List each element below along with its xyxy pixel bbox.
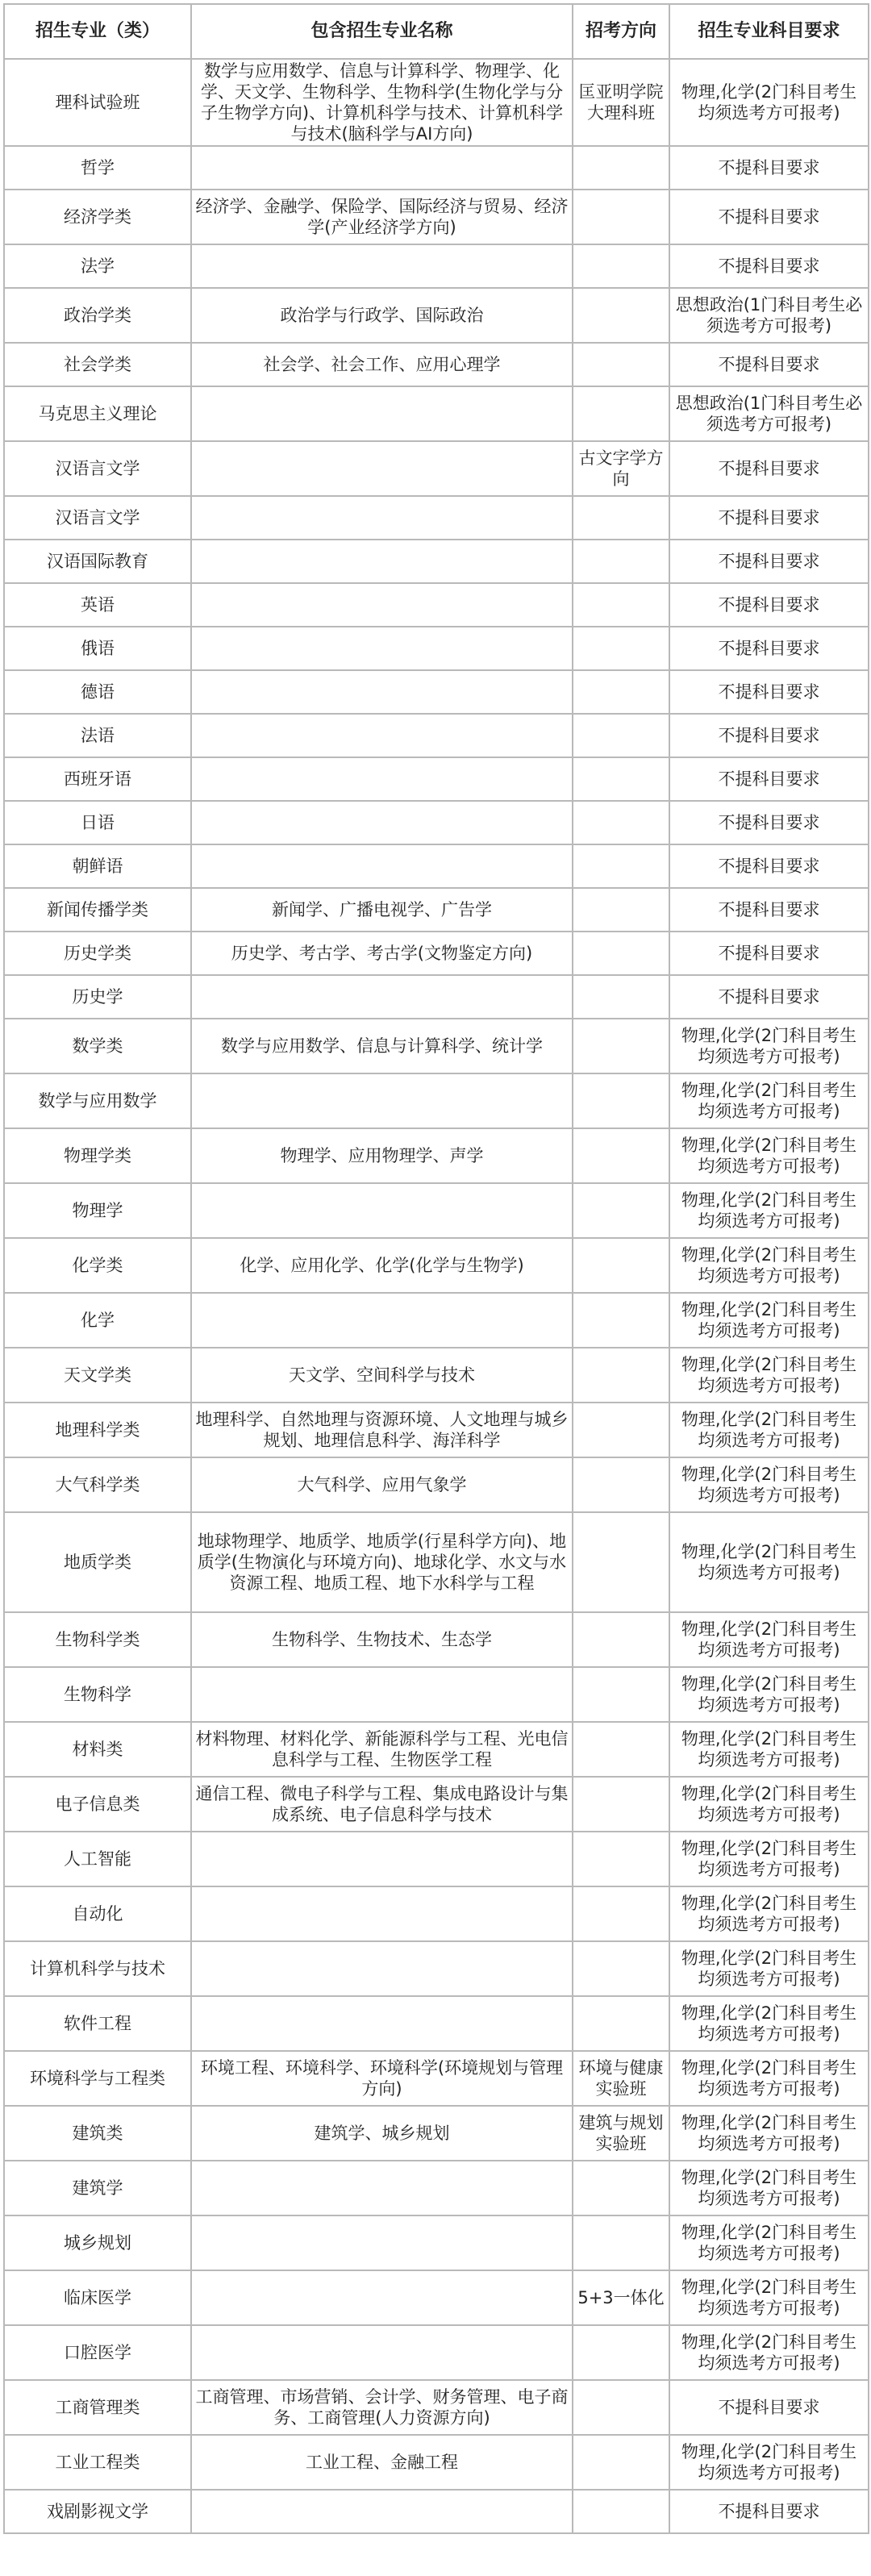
subject-requirement-cell: 物理,化学(2门科目考生均须选考方可报考) [669,1457,869,1512]
table-row [4,801,869,844]
direction-cell [573,1886,669,1941]
included-majors-cell [191,2161,573,2215]
major-cell: 临床医学 [4,2270,191,2325]
subject-requirement-cell: 不提科目要求 [669,714,869,757]
direction-cell [573,288,669,343]
included-majors-cell: 地球物理学、地质学、地质学(行星科学方向)、地质学(生物演化与环境方向)、地球化学、水文与水资源工程、地质工程、地下水科学与工程 [191,1512,573,1612]
subject-requirement-cell: 物理,化学(2门科目考生均须选考方可报考) [669,1183,869,1238]
major-cell: 计算机科学与技术 [4,1941,191,1996]
subject-requirement-cell: 不提科目要求 [669,540,869,583]
table-row [4,670,869,714]
direction-cell [573,2325,669,2380]
major-cell: 软件工程 [4,1996,191,2051]
table-row [4,2051,869,2106]
major-cell: 理科试验班 [4,59,191,146]
subject-requirement-cell: 不提科目要求 [669,2380,869,2435]
table-row [4,975,869,1019]
subject-requirement-cell: 物理,化学(2门科目考生均须选考方可报考) [669,1128,869,1183]
direction-cell [573,2161,669,2215]
table-row [4,1238,869,1293]
major-cell: 数学与应用数学 [4,1073,191,1128]
direction-cell [573,714,669,757]
included-majors-cell [191,2325,573,2380]
included-majors-cell: 工业工程、金融工程 [191,2435,573,2490]
table-row [4,2325,869,2380]
included-majors-cell: 通信工程、微电子科学与工程、集成电路设计与集成系统、电子信息科学与技术 [191,1777,573,1832]
table-row [4,1403,869,1457]
table-row [4,1019,869,1073]
table-row [4,190,869,244]
direction-cell [573,2490,669,2533]
included-majors-cell: 经济学、金融学、保险学、国际经济与贸易、经济学(产业经济学方向) [191,190,573,244]
direction-cell [573,343,669,386]
subject-requirement-cell: 物理,化学(2门科目考生均须选考方可报考) [669,1996,869,2051]
major-cell: 历史学类 [4,932,191,975]
subject-requirement-cell: 物理,化学(2门科目考生均须选考方可报考) [669,2435,869,2490]
subject-requirement-cell: 物理,化学(2门科目考生均须选考方可报考) [669,2215,869,2270]
included-majors-cell [191,441,573,496]
major-cell: 英语 [4,583,191,627]
direction-cell [573,888,669,932]
major-cell: 天文学类 [4,1348,191,1403]
included-majors-cell: 政治学与行政学、国际政治 [191,288,573,343]
table-row [4,146,869,190]
included-majors-cell [191,801,573,844]
included-majors-cell: 工商管理、市场营销、会计学、财务管理、电子商务、工商管理(人力资源方向) [191,2380,573,2435]
direction-cell [573,583,669,627]
included-majors-cell: 环境工程、环境科学、环境科学(环境规划与管理方向) [191,2051,573,2106]
included-majors-cell [191,1832,573,1886]
included-majors-cell [191,1073,573,1128]
major-cell: 历史学 [4,975,191,1019]
subject-requirement-cell: 不提科目要求 [669,975,869,1019]
major-cell: 环境科学与工程类 [4,2051,191,2106]
direction-cell [573,1722,669,1777]
direction-cell [573,1073,669,1128]
included-majors-cell [191,1293,573,1348]
table-row [4,2215,869,2270]
table-row [4,1777,869,1832]
major-cell: 物理学类 [4,1128,191,1183]
subject-requirement-cell: 物理,化学(2门科目考生均须选考方可报考) [669,1348,869,1403]
subject-requirement-cell: 物理,化学(2门科目考生均须选考方可报考) [669,1667,869,1722]
included-majors-cell [191,244,573,288]
included-majors-cell: 地理科学、自然地理与资源环境、人文地理与城乡规划、地理信息科学、海洋科学 [191,1403,573,1457]
subject-requirement-cell: 物理,化学(2门科目考生均须选考方可报考) [669,1073,869,1128]
subject-requirement-cell: 物理,化学(2门科目考生均须选考方可报考) [669,1832,869,1886]
table-row [4,844,869,888]
direction-cell [573,1777,669,1832]
major-cell: 生物科学 [4,1667,191,1722]
included-majors-cell [191,386,573,441]
included-majors-cell [191,1996,573,2051]
direction-cell [573,757,669,801]
subject-requirement-cell: 物理,化学(2门科目考生均须选考方可报考) [669,2106,869,2161]
direction-cell: 古文字学方向 [573,441,669,496]
table-row [4,888,869,932]
subject-requirement-cell: 不提科目要求 [669,670,869,714]
direction-cell [573,1832,669,1886]
direction-cell [573,1348,669,1403]
included-majors-cell [191,1886,573,1941]
major-cell: 社会学类 [4,343,191,386]
table-row [4,540,869,583]
direction-cell [573,844,669,888]
direction-cell [573,2380,669,2435]
direction-cell [573,540,669,583]
table-row [4,2270,869,2325]
table-row [4,1722,869,1777]
included-majors-cell: 大气科学、应用气象学 [191,1457,573,1512]
subject-requirement-cell: 不提科目要求 [669,190,869,244]
subject-requirement-cell: 不提科目要求 [669,496,869,540]
table-row [4,1941,869,1996]
admission-majors-table [3,3,869,2534]
table-row [4,1512,869,1612]
header-subject-requirement: 招生专业科目要求 [669,4,869,59]
table-row [4,1667,869,1722]
subject-requirement-cell: 物理,化学(2门科目考生均须选考方可报考) [669,1612,869,1667]
direction-cell [573,1512,669,1612]
direction-cell [573,146,669,190]
major-cell: 新闻传播学类 [4,888,191,932]
included-majors-cell: 建筑学、城乡规划 [191,2106,573,2161]
included-majors-cell [191,540,573,583]
major-cell: 化学 [4,1293,191,1348]
major-cell: 数学类 [4,1019,191,1073]
header-major: 招生专业（类） [4,4,191,59]
subject-requirement-cell: 物理,化学(2门科目考生均须选考方可报考) [669,1777,869,1832]
major-cell: 地质学类 [4,1512,191,1612]
table-row [4,386,869,441]
included-majors-cell: 社会学、社会工作、应用心理学 [191,343,573,386]
subject-requirement-cell: 物理,化学(2门科目考生均须选考方可报考) [669,1512,869,1612]
subject-requirement-cell: 不提科目要求 [669,801,869,844]
direction-cell [573,2435,669,2490]
direction-cell [573,932,669,975]
direction-cell [573,1293,669,1348]
direction-cell [573,244,669,288]
header-direction: 招考方向 [573,4,669,59]
included-majors-cell [191,714,573,757]
direction-cell [573,670,669,714]
major-cell: 经济学类 [4,190,191,244]
table-header [4,4,869,59]
included-majors-cell [191,1183,573,1238]
subject-requirement-cell: 物理,化学(2门科目考生均须选考方可报考) [669,59,869,146]
table-row [4,2380,869,2435]
subject-requirement-cell: 物理,化学(2门科目考生均须选考方可报考) [669,1238,869,1293]
major-cell: 戏剧影视文学 [4,2490,191,2533]
included-majors-cell: 历史学、考古学、考古学(文物鉴定方向) [191,932,573,975]
included-majors-cell [191,1667,573,1722]
major-cell: 建筑类 [4,2106,191,2161]
subject-requirement-cell: 不提科目要求 [669,2490,869,2533]
subject-requirement-cell: 物理,化学(2门科目考生均须选考方可报考) [669,1293,869,1348]
direction-cell [573,1183,669,1238]
included-majors-cell [191,146,573,190]
major-cell: 法语 [4,714,191,757]
direction-cell [573,1667,669,1722]
subject-requirement-cell: 物理,化学(2门科目考生均须选考方可报考) [669,1403,869,1457]
major-cell: 日语 [4,801,191,844]
direction-cell [573,1128,669,1183]
header-row [4,4,869,59]
table-row [4,1457,869,1512]
included-majors-cell: 生物科学、生物技术、生态学 [191,1612,573,1667]
table-row [4,343,869,386]
subject-requirement-cell: 不提科目要求 [669,583,869,627]
major-cell: 材料类 [4,1722,191,1777]
subject-requirement-cell: 不提科目要求 [669,146,869,190]
direction-cell [573,1612,669,1667]
header-included-majors: 包含招生专业名称 [191,4,573,59]
table-row [4,1832,869,1886]
subject-requirement-cell: 不提科目要求 [669,932,869,975]
subject-requirement-cell: 物理,化学(2门科目考生均须选考方可报考) [669,1019,869,1073]
table-row [4,583,869,627]
included-majors-cell [191,2490,573,2533]
table-row [4,2106,869,2161]
table-row [4,2490,869,2533]
included-majors-cell [191,1941,573,1996]
subject-requirement-cell: 不提科目要求 [669,244,869,288]
table-row [4,441,869,496]
table-row [4,1886,869,1941]
included-majors-cell: 天文学、空间科学与技术 [191,1348,573,1403]
included-majors-cell [191,583,573,627]
table-row [4,932,869,975]
major-cell: 马克思主义理论 [4,386,191,441]
included-majors-cell [191,975,573,1019]
major-cell: 工商管理类 [4,2380,191,2435]
included-majors-cell: 数学与应用数学、信息与计算科学、物理学、化学、天文学、生物科学、生物科学(生物化学与分子生物学方向)、计算机科学与技术、计算机科学与技术(脑科学与AI方向) [191,59,573,146]
direction-cell [573,190,669,244]
major-cell: 电子信息类 [4,1777,191,1832]
subject-requirement-cell: 物理,化学(2门科目考生均须选考方可报考) [669,1941,869,1996]
table-row [4,627,869,670]
table-row [4,1996,869,2051]
major-cell: 德语 [4,670,191,714]
table-body [4,59,869,2533]
direction-cell [573,801,669,844]
direction-cell [573,1457,669,1512]
direction-cell [573,386,669,441]
major-cell: 生物科学类 [4,1612,191,1667]
table-row [4,1612,869,1667]
major-cell: 化学类 [4,1238,191,1293]
direction-cell [573,975,669,1019]
direction-cell [573,2215,669,2270]
table-row [4,1128,869,1183]
major-cell: 地理科学类 [4,1403,191,1457]
table-row [4,714,869,757]
table-row [4,2161,869,2215]
major-cell: 汉语国际教育 [4,540,191,583]
included-majors-cell: 数学与应用数学、信息与计算科学、统计学 [191,1019,573,1073]
subject-requirement-cell: 物理,化学(2门科目考生均须选考方可报考) [669,1722,869,1777]
major-cell: 大气科学类 [4,1457,191,1512]
direction-cell [573,1403,669,1457]
subject-requirement-cell: 物理,化学(2门科目考生均须选考方可报考) [669,2051,869,2106]
major-cell: 汉语言文学 [4,441,191,496]
included-majors-cell [191,2215,573,2270]
major-cell: 哲学 [4,146,191,190]
table-row [4,757,869,801]
included-majors-cell: 材料物理、材料化学、新能源科学与工程、光电信息科学与工程、生物医学工程 [191,1722,573,1777]
included-majors-cell [191,627,573,670]
included-majors-cell [191,844,573,888]
included-majors-cell: 物理学、应用物理学、声学 [191,1128,573,1183]
direction-cell [573,1019,669,1073]
direction-cell: 环境与健康实验班 [573,2051,669,2106]
included-majors-cell: 化学、应用化学、化学(化学与生物学) [191,1238,573,1293]
subject-requirement-cell: 思想政治(1门科目考生必须选考方可报考) [669,288,869,343]
direction-cell [573,1996,669,2051]
direction-cell [573,627,669,670]
table-row [4,1293,869,1348]
major-cell: 西班牙语 [4,757,191,801]
major-cell: 建筑学 [4,2161,191,2215]
subject-requirement-cell: 不提科目要求 [669,888,869,932]
direction-cell: 匡亚明学院大理科班 [573,59,669,146]
subject-requirement-cell: 物理,化学(2门科目考生均须选考方可报考) [669,2270,869,2325]
major-cell: 工业工程类 [4,2435,191,2490]
subject-requirement-cell: 不提科目要求 [669,441,869,496]
included-majors-cell [191,496,573,540]
subject-requirement-cell: 不提科目要求 [669,343,869,386]
table-row [4,496,869,540]
subject-requirement-cell: 物理,化学(2门科目考生均须选考方可报考) [669,2325,869,2380]
direction-cell [573,1238,669,1293]
direction-cell [573,1941,669,1996]
major-cell: 城乡规划 [4,2215,191,2270]
table-row [4,1073,869,1128]
table-row [4,1348,869,1403]
major-cell: 汉语言文学 [4,496,191,540]
subject-requirement-cell: 不提科目要求 [669,844,869,888]
included-majors-cell [191,2270,573,2325]
major-cell: 人工智能 [4,1832,191,1886]
subject-requirement-cell: 不提科目要求 [669,627,869,670]
major-cell: 朝鲜语 [4,844,191,888]
included-majors-cell [191,670,573,714]
subject-requirement-cell: 思想政治(1门科目考生必须选考方可报考) [669,386,869,441]
direction-cell: 5+3一体化 [573,2270,669,2325]
major-cell: 物理学 [4,1183,191,1238]
table-row [4,59,869,146]
table-row [4,244,869,288]
subject-requirement-cell: 物理,化学(2门科目考生均须选考方可报考) [669,1886,869,1941]
included-majors-cell: 新闻学、广播电视学、广告学 [191,888,573,932]
table-row [4,2435,869,2490]
major-cell: 政治学类 [4,288,191,343]
direction-cell [573,496,669,540]
major-cell: 法学 [4,244,191,288]
subject-requirement-cell: 不提科目要求 [669,757,869,801]
major-cell: 口腔医学 [4,2325,191,2380]
major-cell: 自动化 [4,1886,191,1941]
table-row [4,288,869,343]
major-cell: 俄语 [4,627,191,670]
direction-cell: 建筑与规划实验班 [573,2106,669,2161]
subject-requirement-cell: 物理,化学(2门科目考生均须选考方可报考) [669,2161,869,2215]
included-majors-cell [191,757,573,801]
table-row [4,1183,869,1238]
